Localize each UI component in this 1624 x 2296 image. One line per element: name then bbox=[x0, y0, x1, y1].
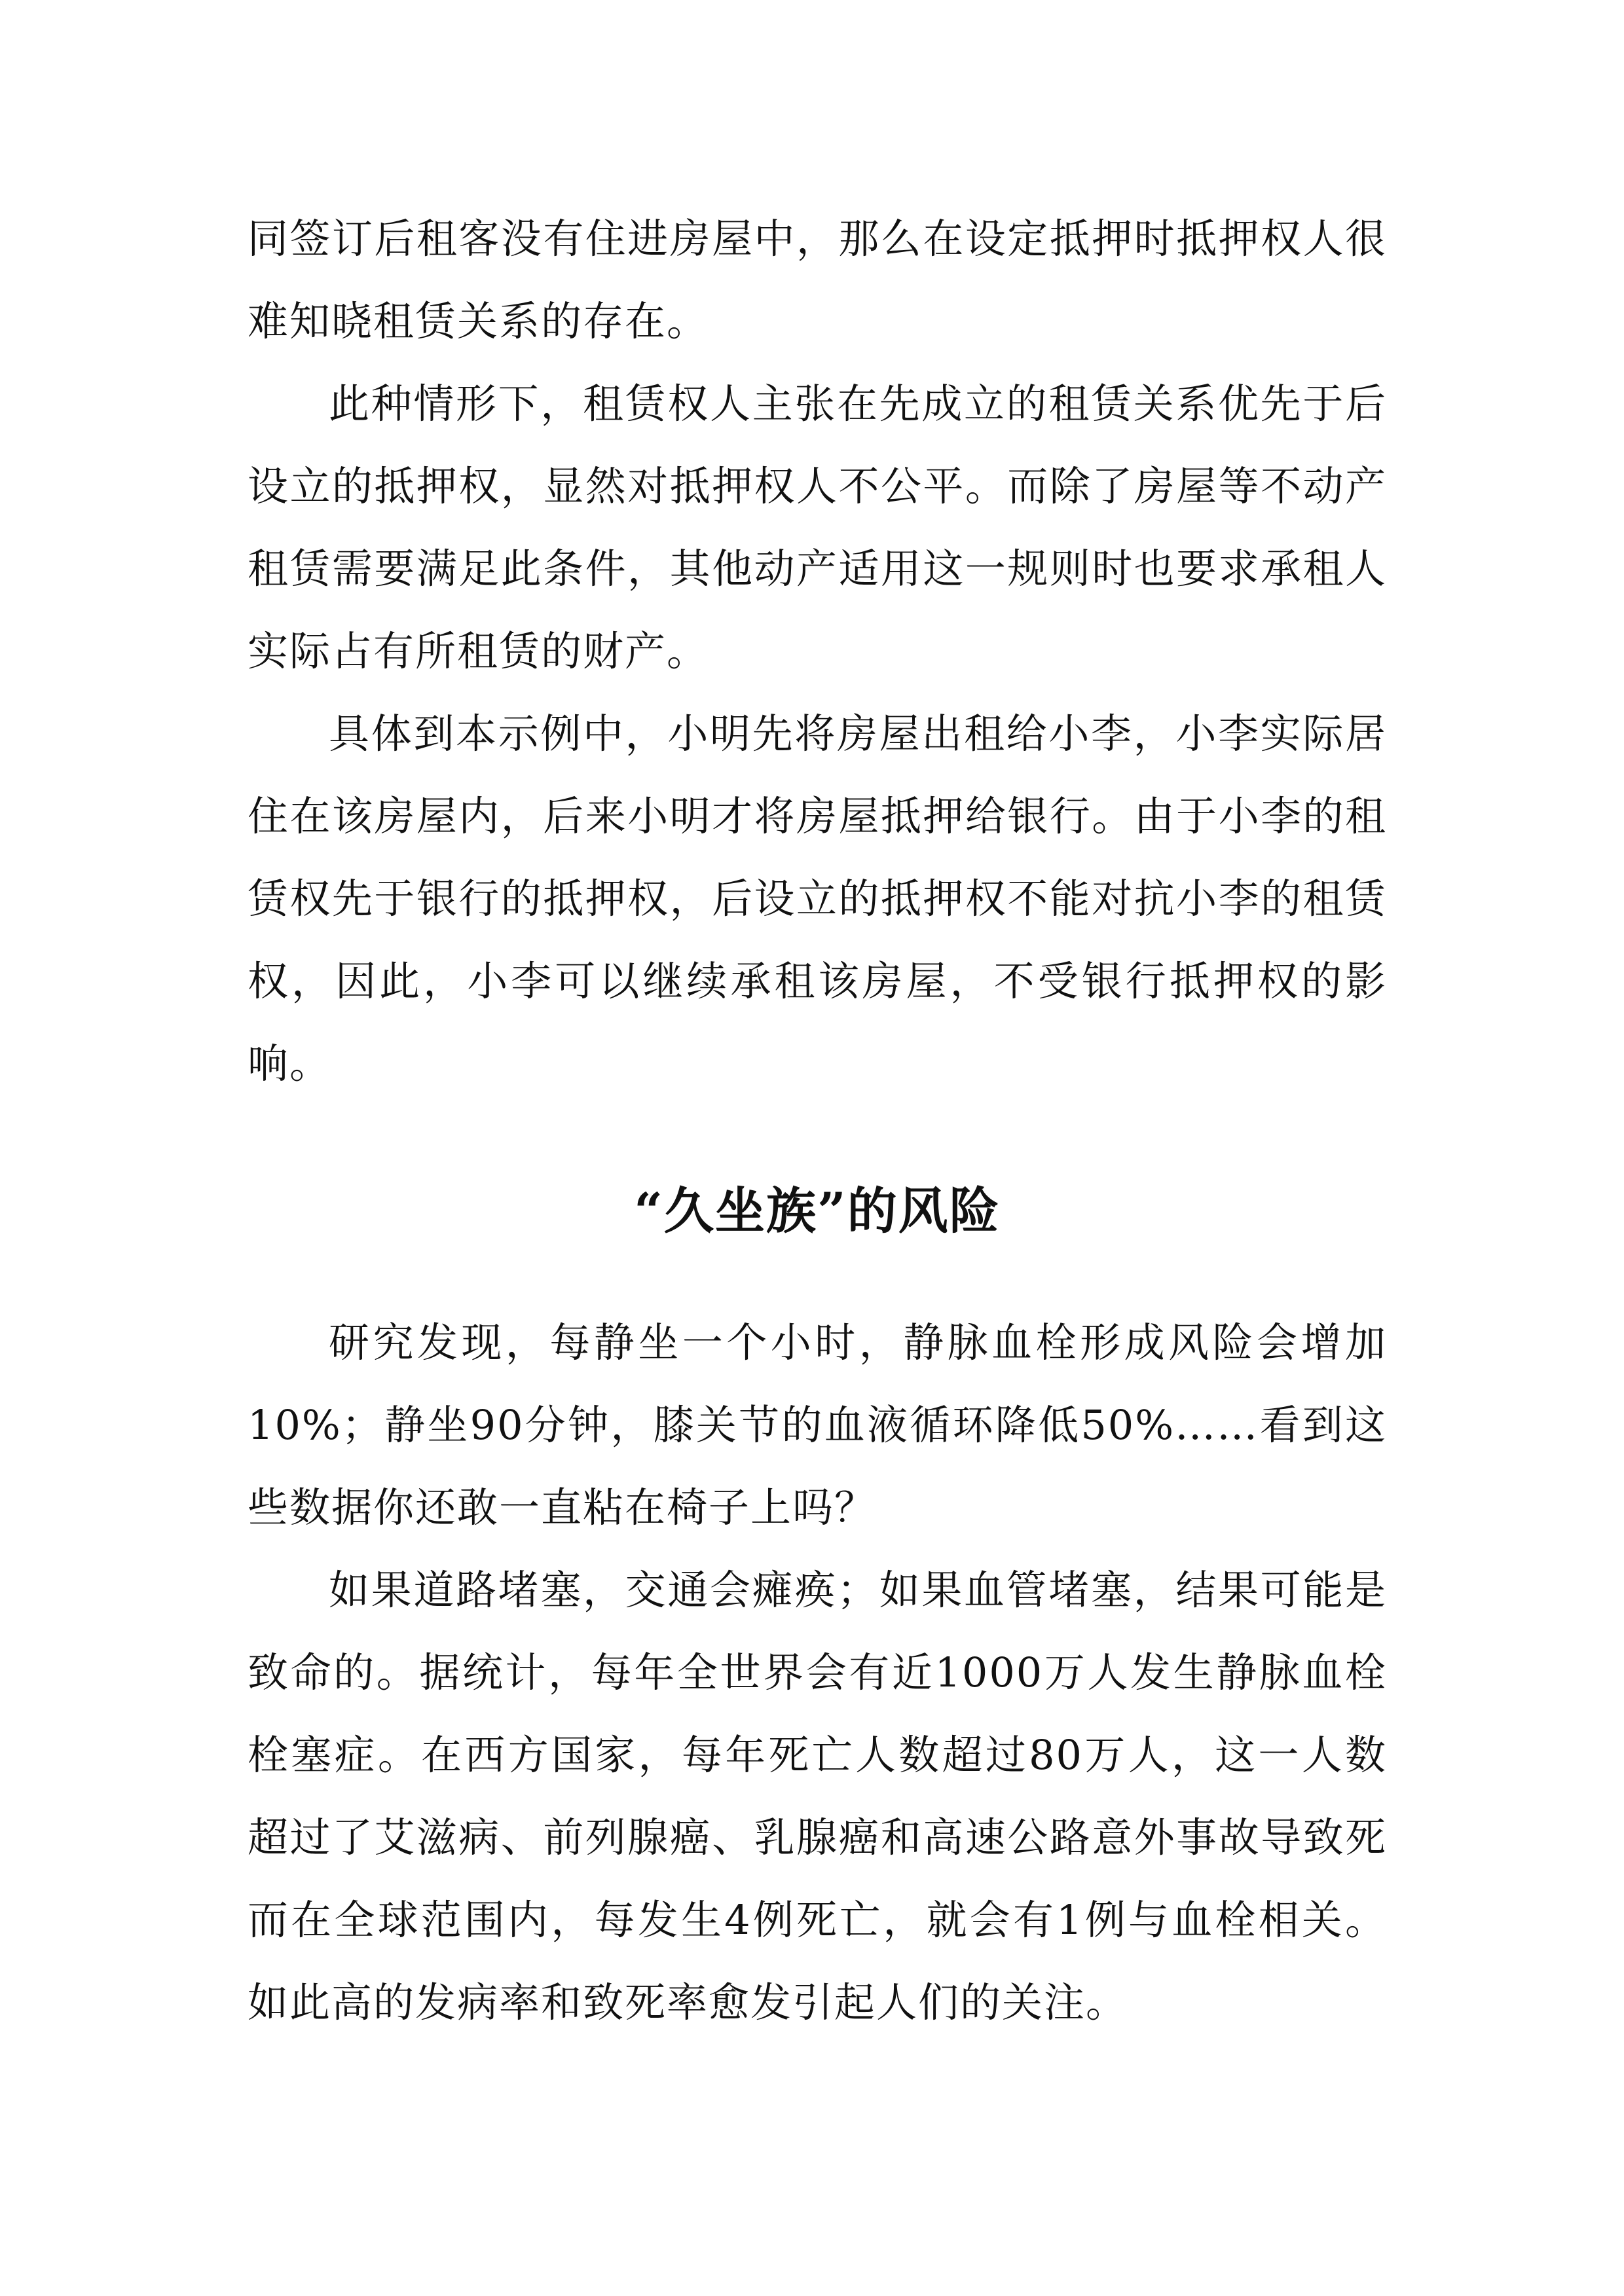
section-title-sedentary-risk: “久坐族”的风险 bbox=[634, 1182, 1001, 1240]
paragraph-lease-priority: 此种情形下，租赁权人主张在先成立的租赁关系优先于后设立的抵押权，显然对抵押权人不公平。而除了房屋等不动产租赁需要满足此条件，其他动产适用这一规则时也要求承租人实际占有所租赁的财产。 bbox=[248, 380, 1387, 675]
section-sedentary-text bbox=[248, 1302, 1387, 2044]
paragraph-sedentary-research: 研究发现，每静坐一个小时，静脉血栓形成风险会增加10%；静坐90分钟，膝关节的血液循环降低50%……看到这些数据你还敢一直粘在椅子上吗？ bbox=[248, 1319, 1387, 1531]
paragraph-thrombosis-statistics: 如果道路堵塞，交通会瘫痪；如果血管堵塞，结果可能是致命的。据统计，每年全世界会有近1000万人发生静脉血栓栓塞症。在西方国家，每年死亡人数超过80万人，这一人数超过了艾滋病、前列腺癌、乳腺癌和高速公路意外事故导致死而在全球范围内，每发生4例死亡，就会有1例与血栓相关。如此高的发病率和致死率愈发引起人们的关注。 bbox=[248, 1566, 1387, 2026]
section-lease-text bbox=[248, 198, 1387, 1105]
paragraph-lease-example: 具体到本示例中，小明先将房屋出租给小李，小李实际居住在该房屋内，后来小明才将房屋抵押给银行。由于小李的租赁权先于银行的抵押权，后设立的抵押权不能对抗小李的租赁权，因此，小李可以继续承租该房屋，不受银行抵押权的影响。 bbox=[248, 710, 1387, 1087]
paragraph-lease-continuation: 同签订后租客没有住进房屋中，那么在设定抵押时抵押权人很难知晓租赁关系的存在。 bbox=[248, 215, 1387, 345]
